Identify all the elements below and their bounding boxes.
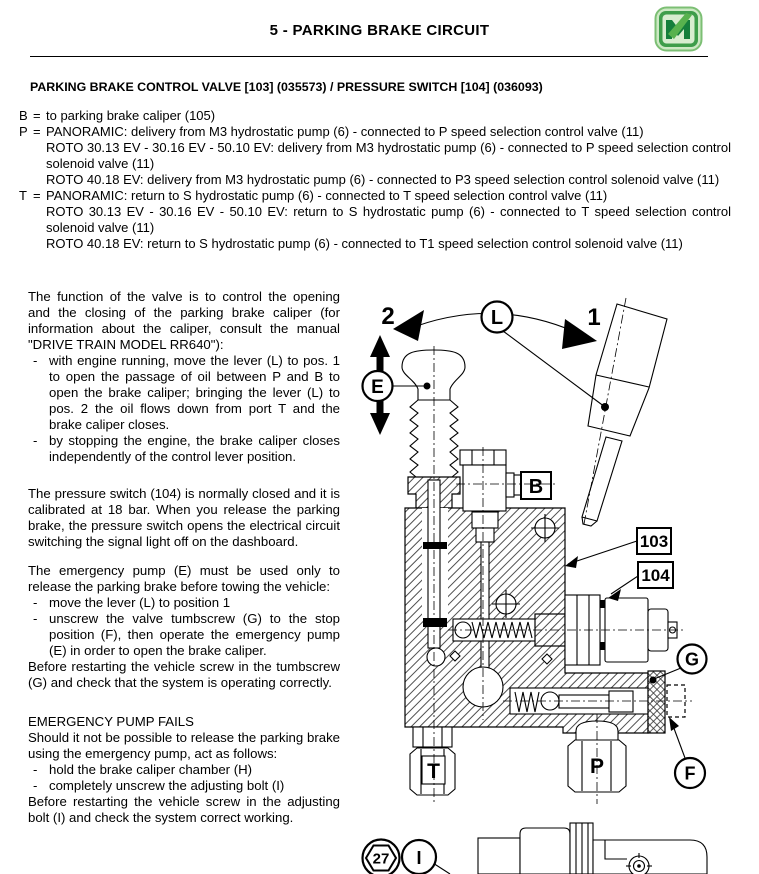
wrench-size-callout [363, 840, 400, 874]
port-t-label: T [427, 760, 440, 783]
port-t-fitting [410, 727, 455, 795]
bullet-marker: - [33, 433, 38, 448]
section-title-emergency-pump-fails: EMERGENCY PUMP FAILS [28, 714, 194, 729]
lever-label: L [490, 307, 504, 329]
bullet-marker: - [33, 353, 38, 368]
paragraph-emergency-pump: The emergency pump (E) must be used only to release the parking brake before towing the vehicle: [28, 563, 340, 594]
definition-equals: = [33, 188, 41, 203]
definition-entry: ROTO 40.18 EV: return to S hydrostatic pump (6) - connected to T1 speed selection control solenoid valve (11) [46, 236, 683, 251]
paragraph-fails-intro: Should it not be possible to release the parking brake using the emergency pump, act as follows: [28, 730, 340, 761]
definition-equals: = [33, 108, 41, 123]
port-definitions [19, 108, 731, 252]
port-b-fitting [460, 450, 551, 511]
port-p-label: P [589, 755, 605, 778]
definition-row-b [19, 108, 731, 124]
list-item [28, 778, 340, 794]
list-item [28, 433, 340, 465]
bullet-marker: - [33, 762, 38, 777]
stop-position-label: F [684, 763, 696, 784]
bullet-text: by stopping the engine, the brake caliper closes independently of the control lever position. [49, 433, 340, 464]
definition-letter: T [19, 188, 27, 203]
control-lever [582, 298, 667, 526]
port-b-label: B [528, 476, 544, 498]
wrench-size-label: 27 [372, 850, 390, 868]
stop-position-callout [669, 717, 705, 788]
adjusting-bolt-callout [402, 840, 450, 874]
bullet-text: with engine running, move the lever (L) to pos. 1 to open the passage of oil between P and B to open the brake caliper; bringing the lever (L) to pos. 2 the oil flows down from port T and the brake caliper closes. [49, 353, 340, 432]
page-title: 5 - PARKING BRAKE CIRCUIT [269, 22, 490, 39]
definition-entry: ROTO 40.18 EV: delivery from M3 hydrostatic pump (6) - connected to P3 speed selection control solenoid valve (11) [46, 172, 720, 187]
tumbscrew-label: G [684, 649, 700, 670]
brand-logo-icon [654, 6, 703, 52]
body-text-column [28, 289, 340, 826]
bullet-text: hold the brake caliper chamber (H) [49, 762, 253, 777]
brake-caliper-section [478, 823, 707, 874]
adjusting-bolt-label: I [416, 848, 422, 868]
pressure-switch-ref-callout [608, 562, 673, 601]
definition-row-t [19, 188, 731, 252]
bullet-text: completely unscrew the adjusting bolt (I) [49, 778, 285, 793]
list-item [28, 595, 340, 611]
definition-letter: B [19, 108, 28, 123]
list-item [28, 611, 340, 659]
bullet-text: unscrew the valve tumbscrew (G) to the stop position (F), then operate the emergency pump (E) in order to open the brake caliper. [49, 611, 340, 658]
definition-letter: P [19, 124, 28, 139]
lever-position-1-label: 1 [587, 304, 601, 331]
bullet-text: move the lever (L) to position 1 [49, 595, 231, 610]
definition-equals: = [33, 124, 41, 139]
emergency-pump-label: E [371, 377, 384, 398]
header-divider [30, 56, 708, 57]
bullet-marker: - [33, 611, 38, 626]
paragraph-restart-tumbscrew: Before restarting the vehicle screw in the tumbscrew (G) and check that the system is operating correctly. [28, 659, 340, 690]
pressure-switch-ref-label: 104 [641, 566, 670, 585]
bullet-marker: - [33, 778, 38, 793]
definition-entry: to parking brake caliper (105) [46, 108, 216, 123]
valve-ref-label: 103 [639, 532, 669, 551]
definition-row-p [19, 124, 731, 188]
paragraph-fails-after: Before restarting the vehicle screw in the adjusting bolt (I) and check the system correct working. [28, 794, 340, 825]
paragraph-pressure-switch: The pressure switch (104) is normally closed and it is calibrated at 18 bar. When you release the parking brake, the pressure switch opens the electrical circuit switching the signal light off on the dashboard. [28, 486, 340, 549]
lever-position-2-label: 2 [381, 303, 395, 330]
paragraph-valve-function: The function of the valve is to control the opening and the closing of the parking brake caliper (for information about the caliper, consult the manual "DRIVE TRAIN MODEL RR640"): [28, 289, 340, 352]
definition-entry: ROTO 30.13 EV - 30.16 EV - 50.10 EV: delivery from M3 hydrostatic pump (6) - connected to P speed selection control solenoid valve (11) [46, 140, 731, 171]
list-item [28, 762, 340, 778]
bullet-marker: - [33, 595, 38, 610]
definition-entry: ROTO 30.13 EV - 30.16 EV - 50.10 EV: return to S hydrostatic pump (6) - connected to T speed selection control solenoid valve (11) [46, 204, 731, 235]
list-item [28, 353, 340, 433]
definition-entry: PANORAMIC: delivery from M3 hydrostatic pump (6) - connected to P speed selection control valve (11) [46, 124, 644, 139]
definition-entry: PANORAMIC: return to S hydrostatic pump (6) - connected to T speed selection control valve (11) [46, 188, 608, 203]
section-heading: PARKING BRAKE CONTROL VALVE [103] (035573) / PRESSURE SWITCH [104] (036093) [30, 80, 543, 94]
parking-brake-valve-diagram [360, 290, 759, 874]
